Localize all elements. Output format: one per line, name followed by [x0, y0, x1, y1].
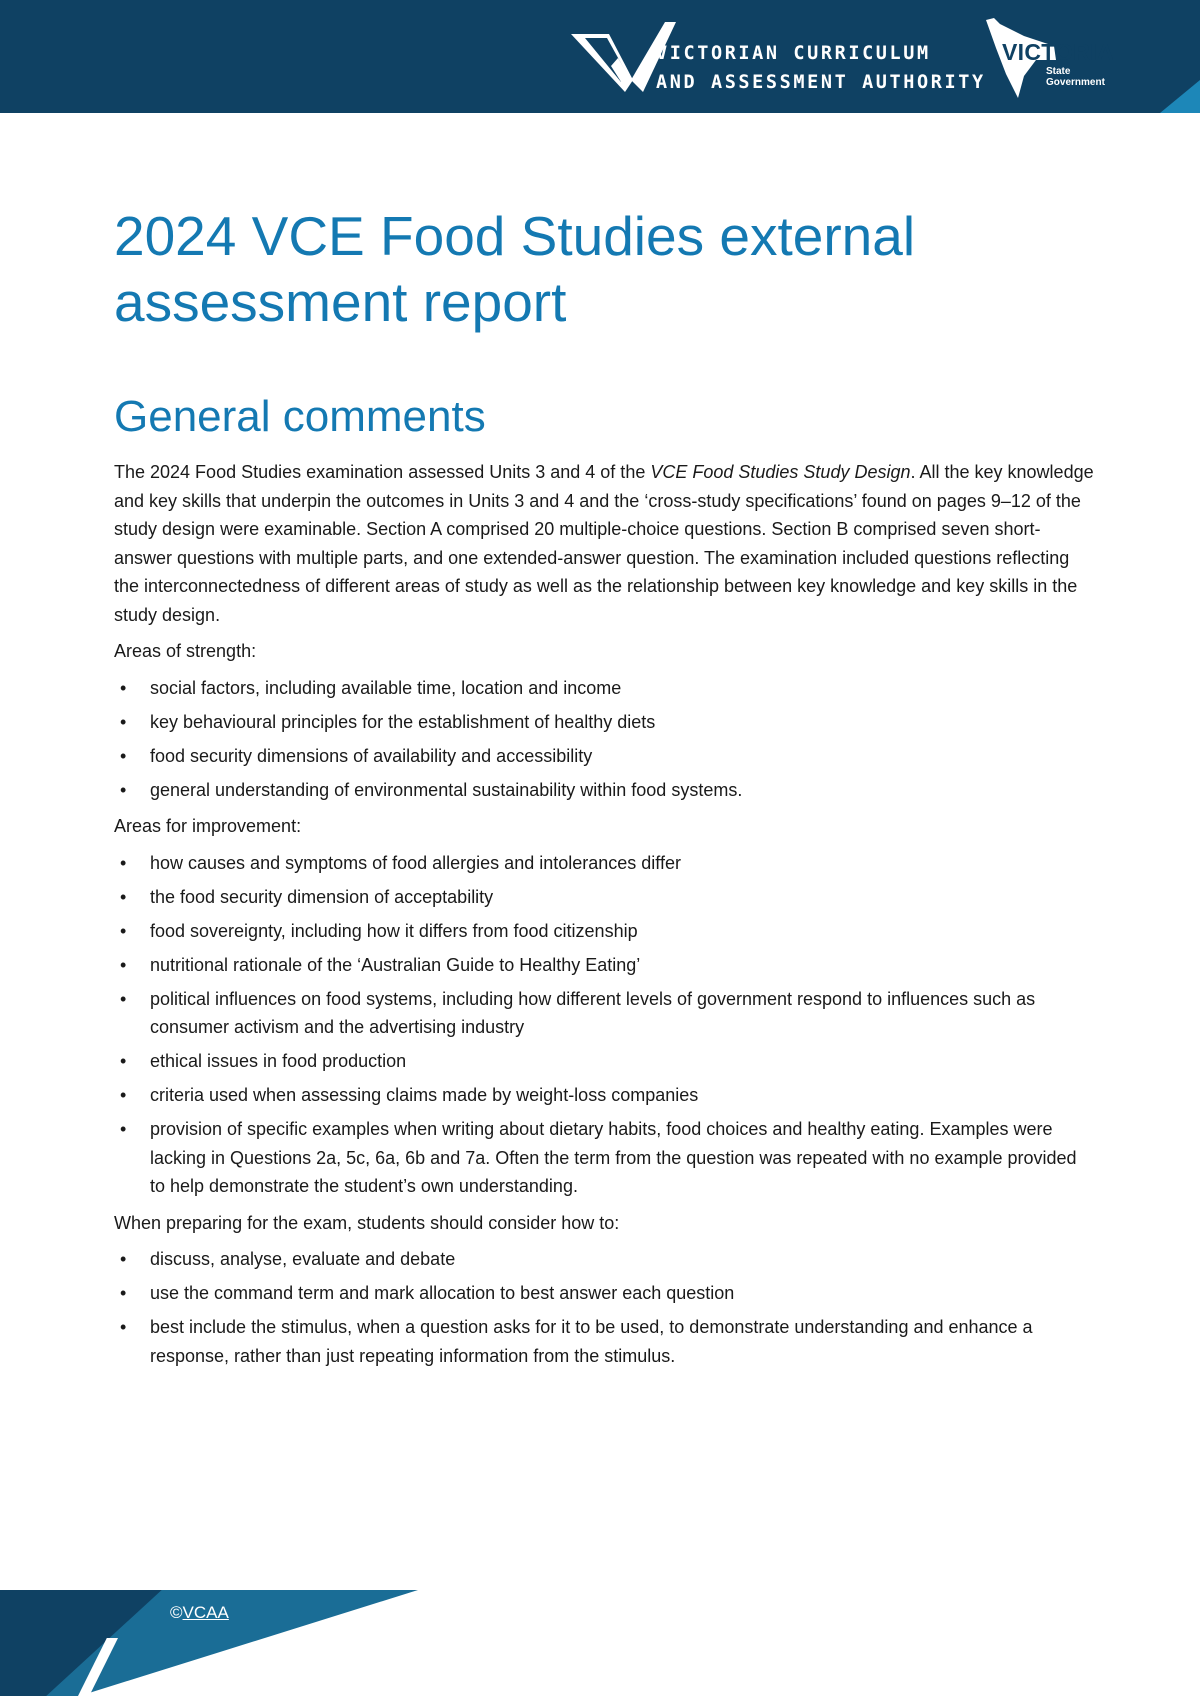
- list-item: [114, 1279, 1094, 1308]
- document-title: 2024 VCE Food Studies external assessment report: [114, 205, 916, 333]
- list-item-text: nutritional rationale of the ‘Australian Guide to Healthy Eating’: [150, 954, 641, 975]
- vcaa-line-1: VICTORIAN CURRICULUM: [656, 43, 931, 64]
- header-accent-shape: [1160, 80, 1200, 113]
- bullet-icon: •: [120, 745, 127, 766]
- bullet-icon: •: [120, 852, 127, 873]
- vcaa-wordmark: [656, 39, 986, 97]
- government-label: Government: [1046, 77, 1105, 88]
- list-item-text: general understanding of environmental sustainability within food systems.: [150, 779, 743, 800]
- list-item-text: discuss, analyse, evaluate and debate: [150, 1249, 456, 1269]
- list-item-text: how causes and symptoms of food allergies and intolerances differ: [150, 852, 681, 873]
- strengths-label: Areas of strength:: [114, 641, 257, 661]
- list-item-text: social factors, including available time, location and income: [150, 677, 622, 698]
- intro-paragraph: [114, 458, 1094, 629]
- bullet-icon: •: [120, 677, 127, 698]
- bullet-icon: •: [120, 988, 127, 1009]
- improvement-label: Areas for improvement:: [114, 816, 302, 836]
- list-item-text: best include the stimulus, when a question asks for it to be used, to demonstrate understanding and enhance a response, rather than just repeating information from the stimulus.: [150, 1317, 1033, 1366]
- list-item: [114, 951, 1094, 980]
- report-content: [114, 458, 1094, 1378]
- bullet-icon: •: [120, 1317, 127, 1337]
- improvements-list: [114, 849, 1094, 1201]
- vcaa-link[interactable]: VCAA: [182, 1603, 229, 1622]
- list-item: [114, 985, 1094, 1042]
- bullet-icon: •: [120, 1249, 127, 1269]
- page-header: [0, 0, 1200, 113]
- victoria-wordmark-text: VICTORIA: [1002, 39, 1114, 65]
- list-item: [114, 742, 1094, 771]
- copyright-symbol: ©: [170, 1603, 183, 1622]
- section-heading-general-comments: General comments: [114, 392, 486, 441]
- list-item-text: food security dimensions of availability and accessibility: [150, 745, 593, 766]
- bullet-icon: •: [120, 886, 127, 907]
- list-item-text: use the command term and mark allocation to best answer each question: [150, 1283, 735, 1303]
- vcaa-line-2: AND ASSESSMENT AUTHORITY: [656, 72, 986, 93]
- preparing-list: [114, 1245, 1094, 1370]
- list-item: [114, 849, 1094, 878]
- victoria-government-logo: [984, 18, 1124, 98]
- bullet-icon: •: [120, 1051, 127, 1071]
- state-government-label: [1046, 66, 1105, 88]
- victoria-wordmark: [1002, 39, 1114, 66]
- list-item: [114, 1313, 1094, 1370]
- copyright-notice: [170, 1603, 229, 1623]
- list-item: [114, 917, 1094, 946]
- bullet-icon: •: [120, 920, 127, 941]
- bullet-icon: •: [120, 779, 127, 800]
- bullet-icon: •: [120, 954, 127, 975]
- intro-text-after: . All the key knowledge and key skills that underpin the outcomes in Units 3 and 4 and the ‘cross-study specifications’ found on pages 9–12 of the study design were examinable. Section A comprised 20 multiple-choice questions. Section B comprised seven short-answer questions with multiple parts, and one extended-answer question. The examination included questions reflecting the interconnectedness of different areas of study as well as the relationship between key knowledge and key skills in the study design.: [114, 462, 1094, 625]
- list-item: [114, 1047, 1094, 1076]
- list-item: [114, 674, 1094, 703]
- state-label: State: [1046, 66, 1071, 77]
- list-item-text: criteria used when assessing claims made by weight-loss companies: [150, 1085, 699, 1105]
- preparing-label: When preparing for the exam, students should consider how to:: [114, 1212, 620, 1233]
- list-item: [114, 1115, 1094, 1201]
- list-item-text: key behavioural principles for the establishment of healthy diets: [150, 711, 656, 732]
- list-item-text: the food security dimension of acceptability: [150, 886, 494, 907]
- strengths-list: [114, 674, 1094, 805]
- intro-text-before: The 2024 Food Studies examination assessed Units 3 and 4 of the: [114, 462, 651, 482]
- list-item: [114, 776, 1094, 805]
- list-item-text: ethical issues in food production: [150, 1051, 407, 1071]
- list-item: [114, 1245, 1094, 1274]
- list-item-text: political influences on food systems, including how different levels of government respond to influences such as consumer activism and the advertising industry: [150, 988, 1036, 1037]
- list-item: [114, 883, 1094, 912]
- study-design-title: VCE Food Studies Study Design: [650, 462, 911, 482]
- bullet-icon: •: [120, 711, 127, 732]
- bullet-icon: •: [120, 1085, 127, 1105]
- bullet-icon: •: [120, 1119, 127, 1139]
- bullet-icon: •: [120, 1283, 127, 1303]
- list-item: [114, 708, 1094, 737]
- list-item-text: provision of specific examples when writing about dietary habits, food choices and healthy eating. Examples were lacking in Questions 2a, 5c, 6a, 6b and 7a. Often the term from the question was repeated with no example provided to help demonstrate the student’s own understanding.: [150, 1119, 1077, 1196]
- list-item: [114, 1081, 1094, 1110]
- list-item-text: food sovereignty, including how it differs from food citizenship: [150, 920, 638, 941]
